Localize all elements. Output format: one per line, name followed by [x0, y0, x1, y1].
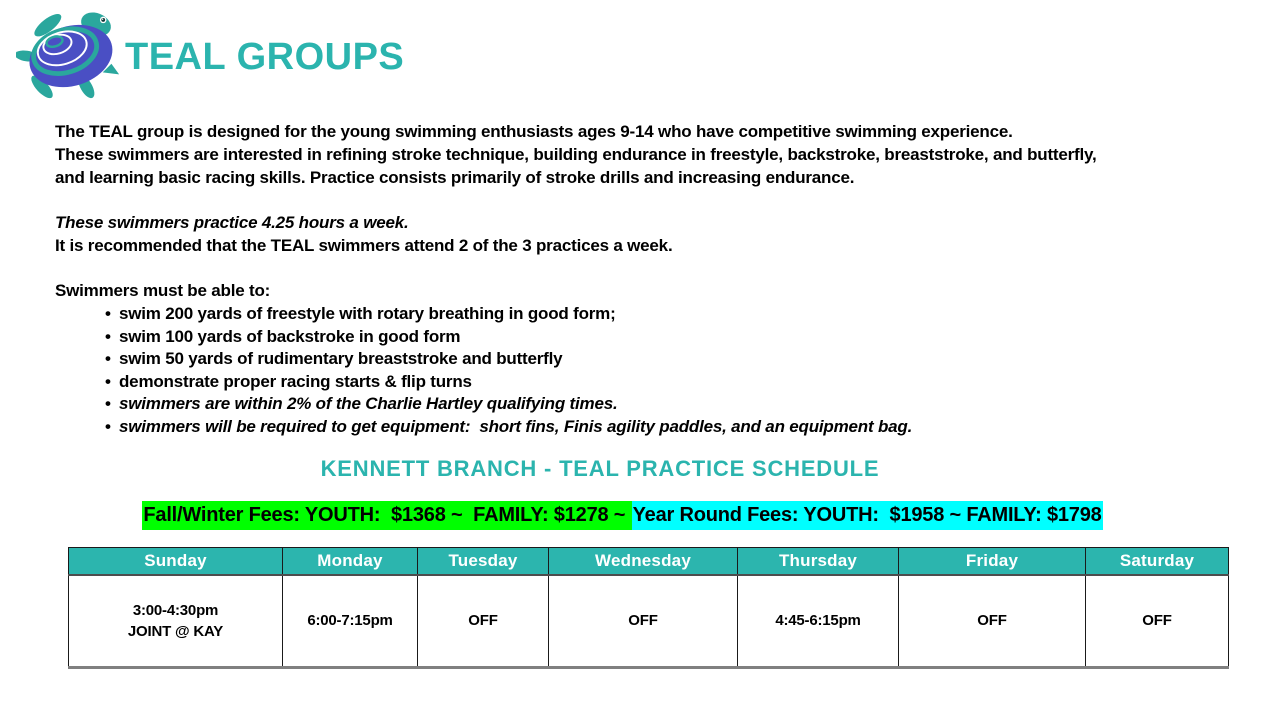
requirement-item [55, 370, 1097, 393]
year-round-fees: Year Round Fees: YOUTH: $1958 ~ FAMILY: $1798 [632, 501, 1103, 530]
day-header-monday: Monday [283, 548, 418, 575]
schedule-cell-tuesday [418, 575, 549, 668]
requirement-item [55, 325, 1097, 348]
schedule-table [68, 547, 1229, 669]
requirement-item [55, 302, 1097, 325]
day-header-saturday: Saturday [1086, 548, 1229, 575]
bullet-icon: • [105, 394, 111, 413]
schedule-cell-saturday [1086, 575, 1229, 668]
day-header-wednesday: Wednesday [549, 548, 738, 575]
bullet-icon: • [105, 416, 111, 436]
intro-line-1: The TEAL group is designed for the young swimming enthusiasts ages 9-14 who have competitive swimming experience. [55, 122, 1013, 141]
page-title: TEAL GROUPS [125, 35, 405, 78]
schedule-row [69, 575, 1229, 668]
schedule-cell-thursday [738, 575, 899, 668]
requirement-text: demonstrate proper racing starts & flip turns [119, 371, 472, 391]
practice-time: 4:45-6:15pm [775, 612, 861, 630]
day-header-sunday: Sunday [69, 548, 283, 575]
practice-time: OFF [628, 612, 658, 630]
day-header-friday: Friday [899, 548, 1086, 575]
practice-recommendation-line: It is recommended that the TEAL swimmers attend 2 of the 3 practices a week. [55, 236, 673, 255]
requirement-item [55, 347, 1097, 370]
practice-location: JOINT @ KAY [127, 622, 224, 640]
requirement-item [55, 392, 1097, 415]
requirements-list [55, 302, 1097, 437]
bullet-icon: • [105, 371, 111, 391]
practice-time: OFF [1142, 612, 1172, 630]
spacer [55, 189, 1097, 211]
schedule-cell-monday [283, 575, 418, 668]
schedule-cell-friday [899, 575, 1086, 668]
logo-row [16, 8, 404, 106]
requirement-text: swim 50 yards of rudimentary breaststroke and butterfly [119, 349, 563, 368]
requirement-item [55, 415, 1097, 438]
practice-time: OFF [468, 612, 498, 630]
schedule-heading: KENNETT BRANCH - TEAL PRACTICE SCHEDULE [320, 456, 880, 481]
requirement-text: swimmers will be required to get equipment: short fins, Finis agility paddles, and an equipment bag. [119, 416, 913, 436]
fall-winter-fees: Fall/Winter Fees: YOUTH: $1368 ~ FAMILY: $1278 ~ [142, 501, 631, 530]
requirement-text: swimmers are within 2% of the Charlie Hartley qualifying times. [119, 394, 618, 413]
bullet-icon: • [105, 326, 111, 346]
schedule-cell-sunday [69, 575, 283, 668]
schedule-table-wrap [68, 547, 1229, 669]
practice-hours-line: These swimmers practice 4.25 hours a week. [55, 213, 409, 232]
day-header-thursday: Thursday [738, 548, 899, 575]
requirements-heading: Swimmers must be able to: [55, 281, 271, 300]
spacer [55, 257, 1097, 279]
fees-line [0, 501, 1245, 530]
bullet-icon: • [105, 304, 111, 323]
schedule-cell-wednesday [549, 575, 738, 668]
intro-line-2: These swimmers are interested in refining stroke technique, building endurance in freestyle, backstroke, breaststroke, and butterfly, [55, 145, 1097, 164]
requirement-text: swim 200 yards of freestyle with rotary breathing in good form; [119, 304, 616, 323]
practice-time: OFF [977, 612, 1007, 630]
bullet-icon: • [105, 349, 111, 368]
body-copy [55, 120, 1097, 437]
schedule-header-row [69, 548, 1229, 575]
requirement-text: swim 100 yards of backstroke in good form [119, 326, 461, 346]
day-header-tuesday: Tuesday [418, 548, 549, 575]
turtle-icon [16, 8, 122, 106]
intro-line-3: and learning basic racing skills. Practice consists primarily of stroke drills and increasing endurance. [55, 168, 855, 187]
practice-time: 6:00-7:15pm [307, 612, 393, 630]
practice-time: 3:00-4:30pm [132, 601, 219, 619]
